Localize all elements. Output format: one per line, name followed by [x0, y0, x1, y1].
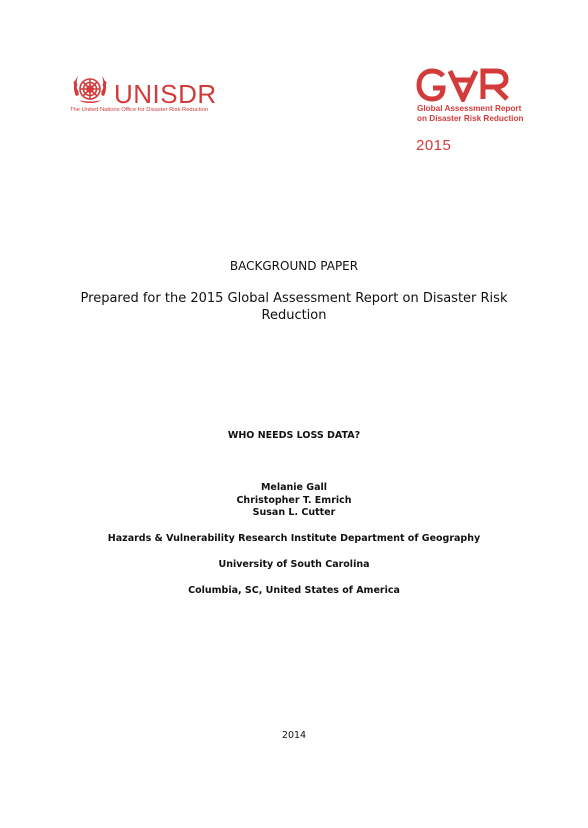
- publication-year: 2014: [281, 730, 307, 741]
- gar-subtitle-line1: Global Assessment Report: [417, 104, 522, 113]
- university-name: University of South Carolina: [218, 559, 370, 570]
- prepared-line-1: Prepared for the 2015 Global Assessment Report on Disaster Risk: [80, 291, 508, 306]
- prepared-line-2: Reduction: [261, 308, 327, 323]
- gar-year: 2015: [416, 137, 452, 154]
- author-name: Christopher T. Emrich: [236, 494, 352, 506]
- gar-logo: [416, 68, 526, 158]
- location: Columbia, SC, United States of America: [188, 585, 400, 596]
- institute-affiliation: Hazards & Vulnerability Research Institute Department of Geography: [107, 533, 481, 544]
- paper-title: WHO NEEDS LOSS DATA?: [227, 430, 361, 441]
- un-emblem-icon: [70, 70, 110, 110]
- author-list: [0, 482, 588, 520]
- unisdr-tagline: The United Nations Office for Disaster Risk Reduction: [70, 107, 209, 113]
- unisdr-logo: [70, 70, 230, 120]
- author-name: Susan L. Cutter: [252, 507, 336, 518]
- gar-subtitle-line2: on Disaster Risk Reduction: [417, 114, 524, 123]
- gar-mark-text: GAR: [416, 68, 419, 69]
- unisdr-wordmark: UNISDR: [114, 79, 217, 109]
- prepared-for-statement: [0, 290, 588, 324]
- gar-subtitle: [417, 104, 523, 124]
- gar-mark: [416, 68, 512, 102]
- background-paper-label: BACKGROUND PAPER: [229, 259, 359, 273]
- author-name: Melanie Gall: [260, 482, 328, 493]
